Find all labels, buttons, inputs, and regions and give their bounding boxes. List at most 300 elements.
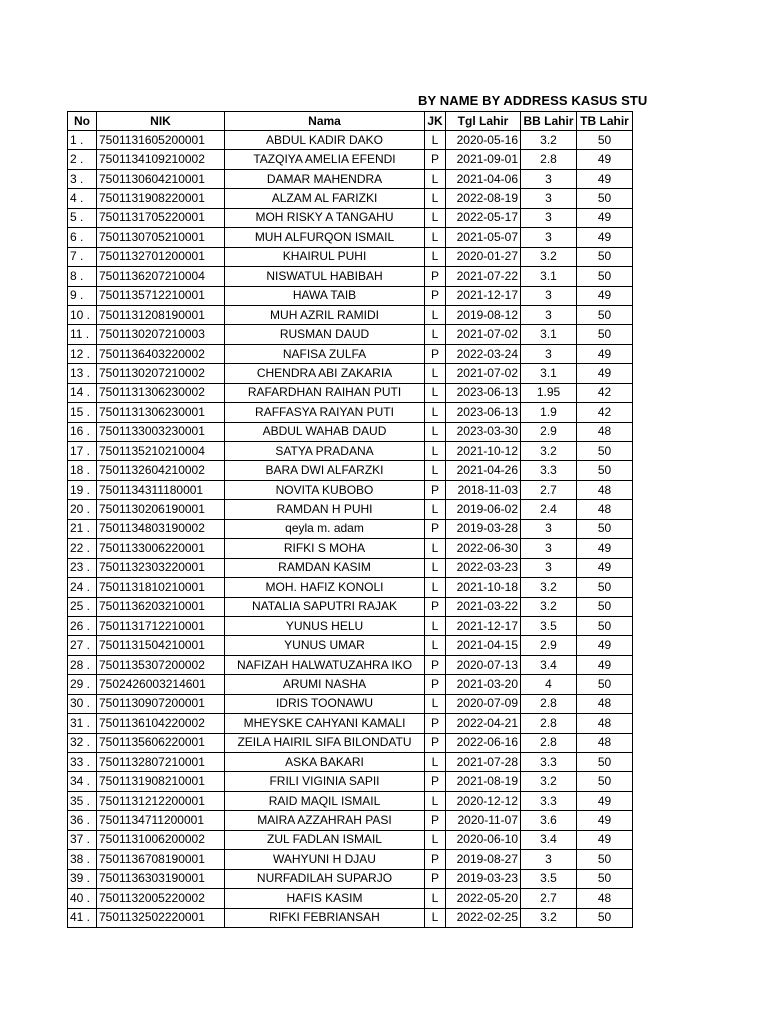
row-nama: NISWATUL HABIBAH xyxy=(225,267,425,286)
row-no: 22 . xyxy=(68,539,97,558)
row-nik: 7501131712210001 xyxy=(97,616,225,635)
row-tb-lahir: 50 xyxy=(577,616,633,635)
row-nik: 7501132303220001 xyxy=(97,558,225,577)
header-jk: JK xyxy=(425,112,446,131)
header-nama: Nama xyxy=(225,112,425,131)
row-tgl-lahir: 2021-05-07 xyxy=(446,228,521,247)
row-nama: ASKA BAKARI xyxy=(225,753,425,772)
row-jk: P xyxy=(425,869,446,888)
table-row xyxy=(68,578,633,597)
header-nik: NIK xyxy=(97,112,225,131)
table-row xyxy=(68,869,633,888)
row-bb-lahir: 3.2 xyxy=(521,131,577,150)
row-tb-lahir: 50 xyxy=(577,850,633,869)
row-nik: 7501136203210001 xyxy=(97,597,225,616)
row-tb-lahir: 49 xyxy=(577,228,633,247)
row-nik: 7501135210210004 xyxy=(97,442,225,461)
row-bb-lahir: 3 xyxy=(521,189,577,208)
row-tb-lahir: 50 xyxy=(577,305,633,324)
row-nik: 7501136403220002 xyxy=(97,344,225,363)
row-nama: RAID MAQIL ISMAIL xyxy=(225,791,425,810)
row-tb-lahir: 50 xyxy=(577,325,633,344)
row-tb-lahir: 50 xyxy=(577,442,633,461)
row-tgl-lahir: 2023-03-30 xyxy=(446,422,521,441)
row-jk: P xyxy=(425,597,446,616)
row-tgl-lahir: 2020-11-07 xyxy=(446,811,521,830)
row-bb-lahir: 3.4 xyxy=(521,830,577,849)
row-jk: P xyxy=(425,714,446,733)
row-no: 37 . xyxy=(68,830,97,849)
row-tgl-lahir: 2023-06-13 xyxy=(446,383,521,402)
table-row xyxy=(68,422,633,441)
row-nama: ARUMI NASHA xyxy=(225,675,425,694)
row-bb-lahir: 3.2 xyxy=(521,597,577,616)
row-tb-lahir: 48 xyxy=(577,480,633,499)
row-nik: 7501131705220001 xyxy=(97,208,225,227)
row-tb-lahir: 50 xyxy=(577,753,633,772)
row-nik: 7501134803190002 xyxy=(97,519,225,538)
row-nik: 7501131605200001 xyxy=(97,131,225,150)
row-bb-lahir: 3 xyxy=(521,539,577,558)
row-tgl-lahir: 2021-09-01 xyxy=(446,150,521,169)
row-bb-lahir: 3 xyxy=(521,558,577,577)
row-tb-lahir: 49 xyxy=(577,558,633,577)
table-row xyxy=(68,344,633,363)
row-no: 18 . xyxy=(68,461,97,480)
row-nik: 7501131908220001 xyxy=(97,189,225,208)
row-nik: 7501130206190001 xyxy=(97,500,225,519)
row-bb-lahir: 3 xyxy=(521,344,577,363)
row-tgl-lahir: 2022-04-21 xyxy=(446,714,521,733)
row-jk: L xyxy=(425,830,446,849)
row-jk: P xyxy=(425,675,446,694)
row-jk: L xyxy=(425,636,446,655)
row-tb-lahir: 50 xyxy=(577,675,633,694)
table-row xyxy=(68,519,633,538)
row-tb-lahir: 49 xyxy=(577,208,633,227)
row-no: 14 . xyxy=(68,383,97,402)
row-jk: P xyxy=(425,733,446,752)
row-tb-lahir: 48 xyxy=(577,500,633,519)
row-tb-lahir: 42 xyxy=(577,403,633,422)
row-bb-lahir: 3.4 xyxy=(521,655,577,674)
row-no: 25 . xyxy=(68,597,97,616)
table-row xyxy=(68,403,633,422)
row-nik: 7501131306230001 xyxy=(97,403,225,422)
row-no: 5 . xyxy=(68,208,97,227)
row-nama: NURFADILAH SUPARJO xyxy=(225,869,425,888)
table-row xyxy=(68,714,633,733)
row-jk: L xyxy=(425,169,446,188)
row-nik: 7501136708190001 xyxy=(97,850,225,869)
row-tb-lahir: 50 xyxy=(577,519,633,538)
row-bb-lahir: 3 xyxy=(521,169,577,188)
header-no: No xyxy=(68,112,97,131)
row-nama: YUNUS UMAR xyxy=(225,636,425,655)
row-tb-lahir: 48 xyxy=(577,733,633,752)
row-no: 41 . xyxy=(68,908,97,927)
row-no: 36 . xyxy=(68,811,97,830)
table-body xyxy=(68,131,633,928)
row-bb-lahir: 3.2 xyxy=(521,908,577,927)
row-no: 15 . xyxy=(68,403,97,422)
row-bb-lahir: 3 xyxy=(521,286,577,305)
row-jk: P xyxy=(425,267,446,286)
row-no: 40 . xyxy=(68,889,97,908)
row-tgl-lahir: 2021-04-06 xyxy=(446,169,521,188)
row-bb-lahir: 2.8 xyxy=(521,714,577,733)
table-header-row xyxy=(68,112,633,131)
row-tgl-lahir: 2022-05-20 xyxy=(446,889,521,908)
row-nik: 7501136303190001 xyxy=(97,869,225,888)
row-no: 24 . xyxy=(68,578,97,597)
row-nik: 7501131006200002 xyxy=(97,830,225,849)
row-bb-lahir: 3.2 xyxy=(521,578,577,597)
row-nik: 7501132604210002 xyxy=(97,461,225,480)
row-tgl-lahir: 2019-08-27 xyxy=(446,850,521,869)
row-tgl-lahir: 2020-07-13 xyxy=(446,655,521,674)
row-bb-lahir: 2.4 xyxy=(521,500,577,519)
row-bb-lahir: 2.8 xyxy=(521,694,577,713)
row-nik: 7501131810210001 xyxy=(97,578,225,597)
row-tgl-lahir: 2021-10-12 xyxy=(446,442,521,461)
table-row xyxy=(68,150,633,169)
row-bb-lahir: 2.9 xyxy=(521,422,577,441)
row-bb-lahir: 3.3 xyxy=(521,461,577,480)
row-jk: L xyxy=(425,578,446,597)
row-bb-lahir: 3.2 xyxy=(521,247,577,266)
row-jk: L xyxy=(425,422,446,441)
row-nik: 7501131306230002 xyxy=(97,383,225,402)
row-jk: L xyxy=(425,131,446,150)
row-bb-lahir: 2.8 xyxy=(521,150,577,169)
row-no: 3 . xyxy=(68,169,97,188)
row-tgl-lahir: 2020-01-27 xyxy=(446,247,521,266)
row-nik: 7501135606220001 xyxy=(97,733,225,752)
row-nik: 7501130907200001 xyxy=(97,694,225,713)
row-jk: L xyxy=(425,616,446,635)
row-nik: 7501132807210001 xyxy=(97,753,225,772)
row-nama: ABDUL WAHAB DAUD xyxy=(225,422,425,441)
row-tb-lahir: 50 xyxy=(577,267,633,286)
row-nama: RAFARDHAN RAIHAN PUTI xyxy=(225,383,425,402)
row-bb-lahir: 3.5 xyxy=(521,616,577,635)
row-nik: 7501134311180001 xyxy=(97,480,225,499)
row-nik: 7501136207210004 xyxy=(97,267,225,286)
row-jk: L xyxy=(425,908,446,927)
row-tb-lahir: 50 xyxy=(577,869,633,888)
row-no: 20 . xyxy=(68,500,97,519)
header-bb-lahir: BB Lahir xyxy=(521,112,577,131)
row-jk: L xyxy=(425,461,446,480)
table-row xyxy=(68,480,633,499)
row-no: 30 . xyxy=(68,694,97,713)
row-nama: ALZAM AL FARIZKI xyxy=(225,189,425,208)
table-row xyxy=(68,655,633,674)
row-nik: 7501134109210002 xyxy=(97,150,225,169)
row-nik: 7501135307200002 xyxy=(97,655,225,674)
table-row xyxy=(68,267,633,286)
row-no: 38 . xyxy=(68,850,97,869)
row-tgl-lahir: 2021-04-26 xyxy=(446,461,521,480)
row-jk: L xyxy=(425,753,446,772)
row-nama: HAFIS KASIM xyxy=(225,889,425,908)
row-tgl-lahir: 2022-02-25 xyxy=(446,908,521,927)
row-nik: 7501132005220002 xyxy=(97,889,225,908)
table-row xyxy=(68,286,633,305)
row-nama: BARA DWI ALFARZKI xyxy=(225,461,425,480)
row-tgl-lahir: 2022-08-19 xyxy=(446,189,521,208)
row-jk: L xyxy=(425,364,446,383)
row-nama: KHAIRUL PUHI xyxy=(225,247,425,266)
row-nik: 7501130705210001 xyxy=(97,228,225,247)
row-nama: NATALIA SAPUTRI RAJAK xyxy=(225,597,425,616)
header-tb-lahir: TB Lahir xyxy=(577,112,633,131)
row-no: 31 . xyxy=(68,714,97,733)
table-row xyxy=(68,558,633,577)
row-nama: NAFISA ZULFA xyxy=(225,344,425,363)
row-nik: 7501133003230001 xyxy=(97,422,225,441)
row-nama: ABDUL KADIR DAKO xyxy=(225,131,425,150)
row-tb-lahir: 50 xyxy=(577,189,633,208)
row-tb-lahir: 50 xyxy=(577,461,633,480)
row-tb-lahir: 42 xyxy=(577,383,633,402)
table-row xyxy=(68,889,633,908)
row-nama: MHEYSKE CAHYANI KAMALI xyxy=(225,714,425,733)
row-nama: RIFKI S MOHA xyxy=(225,539,425,558)
table-row xyxy=(68,364,633,383)
row-tb-lahir: 49 xyxy=(577,791,633,810)
row-bb-lahir: 2.8 xyxy=(521,733,577,752)
row-no: 16 . xyxy=(68,422,97,441)
row-bb-lahir: 2.7 xyxy=(521,889,577,908)
row-tgl-lahir: 2022-06-16 xyxy=(446,733,521,752)
row-tb-lahir: 49 xyxy=(577,150,633,169)
row-nama: RAFFASYA RAIYAN PUTI xyxy=(225,403,425,422)
row-tgl-lahir: 2022-03-23 xyxy=(446,558,521,577)
row-tb-lahir: 48 xyxy=(577,714,633,733)
row-nama: DAMAR MAHENDRA xyxy=(225,169,425,188)
row-tgl-lahir: 2022-06-30 xyxy=(446,539,521,558)
row-nama: NOVITA KUBOBO xyxy=(225,480,425,499)
row-tgl-lahir: 2020-05-16 xyxy=(446,131,521,150)
row-tb-lahir: 50 xyxy=(577,247,633,266)
row-tb-lahir: 50 xyxy=(577,578,633,597)
row-no: 29 . xyxy=(68,675,97,694)
row-nama: qeyla m. adam xyxy=(225,519,425,538)
row-bb-lahir: 2.7 xyxy=(521,480,577,499)
table-row xyxy=(68,189,633,208)
row-tgl-lahir: 2019-06-02 xyxy=(446,500,521,519)
row-bb-lahir: 3.5 xyxy=(521,869,577,888)
table-row xyxy=(68,694,633,713)
row-jk: L xyxy=(425,247,446,266)
row-nama: RIFKI FEBRIANSAH xyxy=(225,908,425,927)
row-tb-lahir: 50 xyxy=(577,772,633,791)
row-tb-lahir: 49 xyxy=(577,364,633,383)
row-bb-lahir: 3.1 xyxy=(521,325,577,344)
row-nama: SATYA PRADANA xyxy=(225,442,425,461)
row-no: 33 . xyxy=(68,753,97,772)
row-tb-lahir: 49 xyxy=(577,539,633,558)
row-jk: P xyxy=(425,344,446,363)
row-tgl-lahir: 2021-12-17 xyxy=(446,616,521,635)
row-no: 19 . xyxy=(68,480,97,499)
row-jk: P xyxy=(425,480,446,499)
row-bb-lahir: 3 xyxy=(521,208,577,227)
row-nama: NAFIZAH HALWATUZAHRA IKO xyxy=(225,655,425,674)
row-jk: L xyxy=(425,889,446,908)
row-no: 7 . xyxy=(68,247,97,266)
row-nik: 7501135712210001 xyxy=(97,286,225,305)
row-nik: 7501132701200001 xyxy=(97,247,225,266)
row-tb-lahir: 49 xyxy=(577,169,633,188)
row-nama: ZUL FADLAN ISMAIL xyxy=(225,830,425,849)
row-tgl-lahir: 2019-08-12 xyxy=(446,305,521,324)
row-bb-lahir: 3.2 xyxy=(521,772,577,791)
row-tb-lahir: 50 xyxy=(577,131,633,150)
row-nik: 7501130207210003 xyxy=(97,325,225,344)
row-bb-lahir: 3.1 xyxy=(521,267,577,286)
row-jk: L xyxy=(425,500,446,519)
table-row xyxy=(68,636,633,655)
row-no: 21 . xyxy=(68,519,97,538)
table-row xyxy=(68,675,633,694)
row-no: 9 . xyxy=(68,286,97,305)
row-tgl-lahir: 2021-08-19 xyxy=(446,772,521,791)
row-jk: L xyxy=(425,208,446,227)
row-nik: 7501131212200001 xyxy=(97,791,225,810)
row-bb-lahir: 3 xyxy=(521,519,577,538)
row-nama: YUNUS HELU xyxy=(225,616,425,635)
table-row xyxy=(68,850,633,869)
table-row xyxy=(68,908,633,927)
row-tgl-lahir: 2021-07-02 xyxy=(446,325,521,344)
row-tb-lahir: 49 xyxy=(577,286,633,305)
row-tb-lahir: 49 xyxy=(577,655,633,674)
row-tgl-lahir: 2022-05-17 xyxy=(446,208,521,227)
row-jk: L xyxy=(425,305,446,324)
row-tgl-lahir: 2020-12-12 xyxy=(446,791,521,810)
row-nik: 7501131208190001 xyxy=(97,305,225,324)
row-no: 2 . xyxy=(68,150,97,169)
row-tgl-lahir: 2021-07-22 xyxy=(446,267,521,286)
row-tgl-lahir: 2020-06-10 xyxy=(446,830,521,849)
table-row xyxy=(68,247,633,266)
row-bb-lahir: 2.9 xyxy=(521,636,577,655)
row-nama: MUH AZRIL RAMIDI xyxy=(225,305,425,324)
row-bb-lahir: 3.1 xyxy=(521,364,577,383)
data-table xyxy=(67,111,633,928)
row-nama: TAZQIYA AMELIA EFENDI xyxy=(225,150,425,169)
table-row xyxy=(68,539,633,558)
row-jk: L xyxy=(425,558,446,577)
row-tgl-lahir: 2019-03-23 xyxy=(446,869,521,888)
table-row xyxy=(68,131,633,150)
row-nama: CHENDRA ABI ZAKARIA xyxy=(225,364,425,383)
row-nik: 7501133006220001 xyxy=(97,539,225,558)
row-tgl-lahir: 2022-03-24 xyxy=(446,344,521,363)
row-no: 1 . xyxy=(68,131,97,150)
row-no: 8 . xyxy=(68,267,97,286)
row-nama: RAMDAN H PUHI xyxy=(225,500,425,519)
row-tgl-lahir: 2018-11-03 xyxy=(446,480,521,499)
row-jk: L xyxy=(425,442,446,461)
row-nik: 7501131908210001 xyxy=(97,772,225,791)
row-jk: P xyxy=(425,286,446,305)
row-nik: 7501130604210001 xyxy=(97,169,225,188)
row-jk: P xyxy=(425,811,446,830)
row-tb-lahir: 49 xyxy=(577,811,633,830)
table-row xyxy=(68,208,633,227)
row-tgl-lahir: 2021-04-15 xyxy=(446,636,521,655)
table-row xyxy=(68,442,633,461)
row-no: 13 . xyxy=(68,364,97,383)
row-bb-lahir: 3 xyxy=(521,850,577,869)
row-jk: L xyxy=(425,228,446,247)
row-nama: FRILI VIGINIA SAPII xyxy=(225,772,425,791)
row-tb-lahir: 48 xyxy=(577,889,633,908)
row-no: 26 . xyxy=(68,616,97,635)
table-row xyxy=(68,616,633,635)
row-tgl-lahir: 2019-03-28 xyxy=(446,519,521,538)
table-row xyxy=(68,461,633,480)
row-no: 4 . xyxy=(68,189,97,208)
table-row xyxy=(68,228,633,247)
row-jk: L xyxy=(425,791,446,810)
row-no: 11 . xyxy=(68,325,97,344)
row-tb-lahir: 49 xyxy=(577,636,633,655)
row-nama: RUSMAN DAUD xyxy=(225,325,425,344)
row-bb-lahir: 1.95 xyxy=(521,383,577,402)
row-no: 27 . xyxy=(68,636,97,655)
table-row xyxy=(68,597,633,616)
table-row xyxy=(68,733,633,752)
table-row xyxy=(68,753,633,772)
row-no: 17 . xyxy=(68,442,97,461)
row-no: 12 . xyxy=(68,344,97,363)
table-row xyxy=(68,383,633,402)
row-jk: L xyxy=(425,189,446,208)
row-jk: P xyxy=(425,150,446,169)
row-bb-lahir: 3.3 xyxy=(521,791,577,810)
row-jk: L xyxy=(425,403,446,422)
row-bb-lahir: 4 xyxy=(521,675,577,694)
row-nama: IDRIS TOONAWU xyxy=(225,694,425,713)
header-tgl-lahir: Tgl Lahir xyxy=(446,112,521,131)
row-nama: HAWA TAIB xyxy=(225,286,425,305)
page-title: BY NAME BY ADDRESS KASUS STU xyxy=(418,93,648,108)
row-no: 32 . xyxy=(68,733,97,752)
row-jk: P xyxy=(425,519,446,538)
row-nama: MOH. HAFIZ KONOLI xyxy=(225,578,425,597)
row-nama: MAIRA AZZAHRAH PASI xyxy=(225,811,425,830)
row-bb-lahir: 3.2 xyxy=(521,442,577,461)
row-jk: P xyxy=(425,772,446,791)
row-no: 39 . xyxy=(68,869,97,888)
row-bb-lahir: 3.3 xyxy=(521,753,577,772)
table-row xyxy=(68,830,633,849)
row-no: 34 . xyxy=(68,772,97,791)
row-tb-lahir: 49 xyxy=(577,344,633,363)
row-tb-lahir: 50 xyxy=(577,908,633,927)
row-jk: L xyxy=(425,325,446,344)
row-nik: 7501132502220001 xyxy=(97,908,225,927)
table-row xyxy=(68,305,633,324)
table-row xyxy=(68,325,633,344)
row-no: 10 . xyxy=(68,305,97,324)
row-bb-lahir: 3 xyxy=(521,305,577,324)
